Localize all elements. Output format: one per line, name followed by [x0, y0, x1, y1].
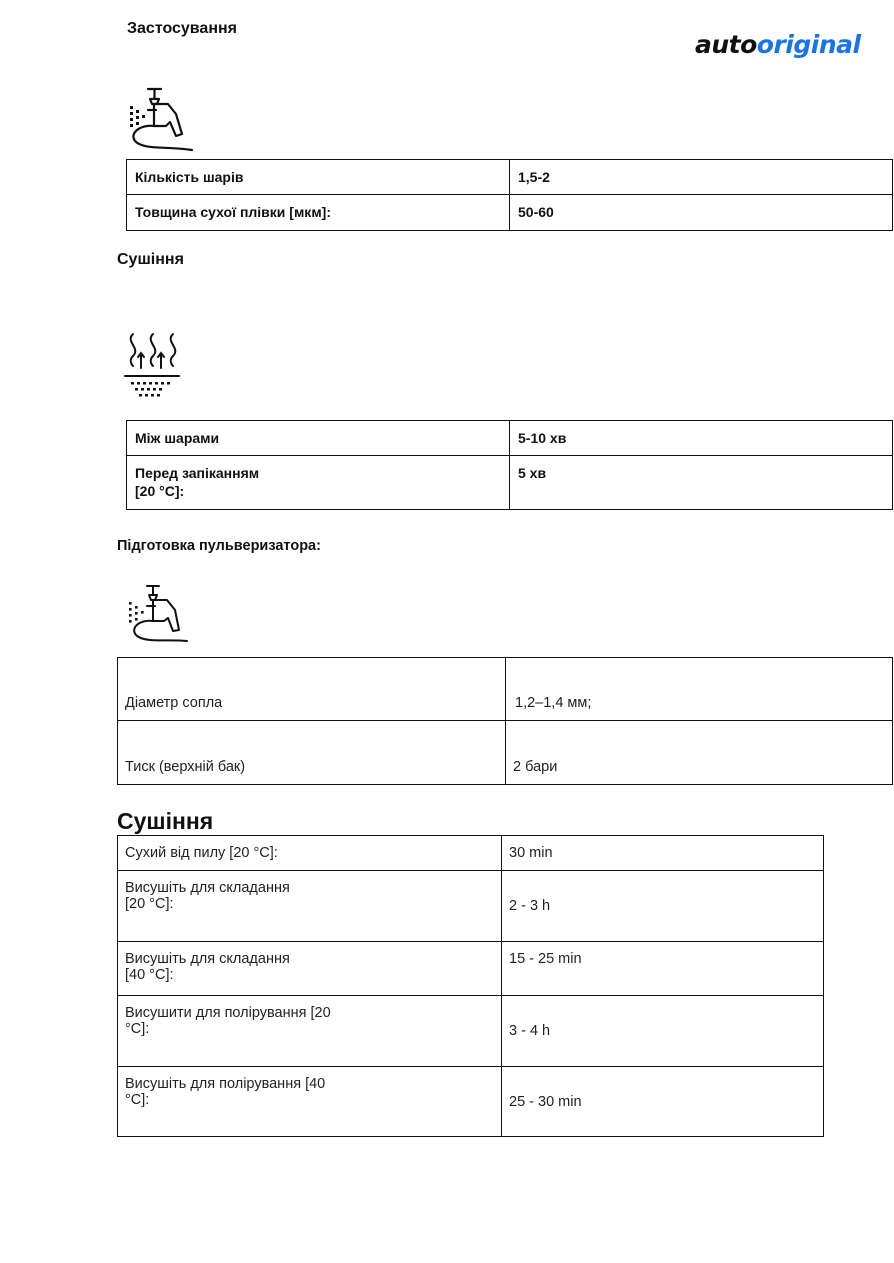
row-label: Товщина сухої плівки [мкм]:: [127, 195, 510, 231]
row-label-line2: [40 °C]:: [125, 967, 174, 983]
row-label: [118, 1067, 502, 1137]
drying-table: [126, 420, 893, 510]
row-label-line2: [20 °C]:: [135, 483, 185, 499]
table-row: [127, 160, 893, 195]
brand-logo: [695, 30, 861, 59]
row-label-line1: Висушіть для полірування [40: [125, 1076, 326, 1092]
row-label-line1: Висушити для полірування [20: [125, 1005, 331, 1021]
row-label-line1: Висушіть для складання: [125, 951, 290, 967]
row-label: [118, 942, 502, 996]
row-value: 2 - 3 h: [502, 871, 824, 942]
spray-gun-icon: [126, 86, 196, 154]
row-label-line2: °C]:: [125, 1021, 150, 1037]
logo-prefix: auto: [695, 30, 757, 59]
row-value: 30 min: [502, 836, 824, 871]
row-label: [118, 871, 502, 942]
row-value: 2 бари: [506, 721, 893, 785]
table-row: [118, 942, 824, 996]
section-title-drying: Сушіння: [117, 251, 184, 268]
row-label: Сухий від пилу [20 °C]:: [118, 836, 502, 871]
section-title-spray-gun: Підготовка пульверизатора:: [117, 538, 321, 554]
table-row: [127, 421, 893, 456]
row-value: 15 - 25 min: [502, 942, 824, 996]
row-label: [118, 996, 502, 1067]
row-label: Діаметр сопла: [118, 658, 506, 721]
row-value: 25 - 30 min: [502, 1067, 824, 1137]
row-label-line1: Висушіть для складання: [125, 880, 290, 896]
table-row: [118, 721, 893, 785]
row-value: 50-60: [510, 195, 893, 231]
row-label-line2: °C]:: [125, 1092, 150, 1108]
table-row: [118, 1067, 824, 1137]
row-label-line1: Перед запіканням: [135, 465, 260, 481]
row-label: [127, 456, 510, 510]
row-label-line2: [20 °C]:: [125, 896, 174, 912]
drying-times-table: [117, 835, 824, 1137]
table-row: [118, 996, 824, 1067]
row-value: 1,2–1,4 мм;: [506, 658, 893, 721]
logo-suffix: original: [756, 30, 861, 59]
table-row: [118, 658, 893, 721]
row-value: 5-10 хв: [510, 421, 893, 456]
table-row: [118, 871, 824, 942]
heat-drying-icon: [121, 330, 183, 400]
row-value: 1,5-2: [510, 160, 893, 195]
table-row: [127, 195, 893, 231]
row-label: Кількість шарів: [127, 160, 510, 195]
spray-gun-icon: [126, 583, 192, 647]
table-row: [127, 456, 893, 510]
section-title-drying-times: Сушіння: [117, 808, 214, 834]
table-row: [118, 836, 824, 871]
row-label: Тиск (верхній бак): [118, 721, 506, 785]
row-value: 5 хв: [510, 456, 893, 510]
section-title-application: Застосування: [127, 20, 237, 37]
row-label: Між шарами: [127, 421, 510, 456]
spray-gun-table: [117, 657, 893, 785]
row-value: 3 - 4 h: [502, 996, 824, 1067]
application-table: [126, 159, 893, 231]
